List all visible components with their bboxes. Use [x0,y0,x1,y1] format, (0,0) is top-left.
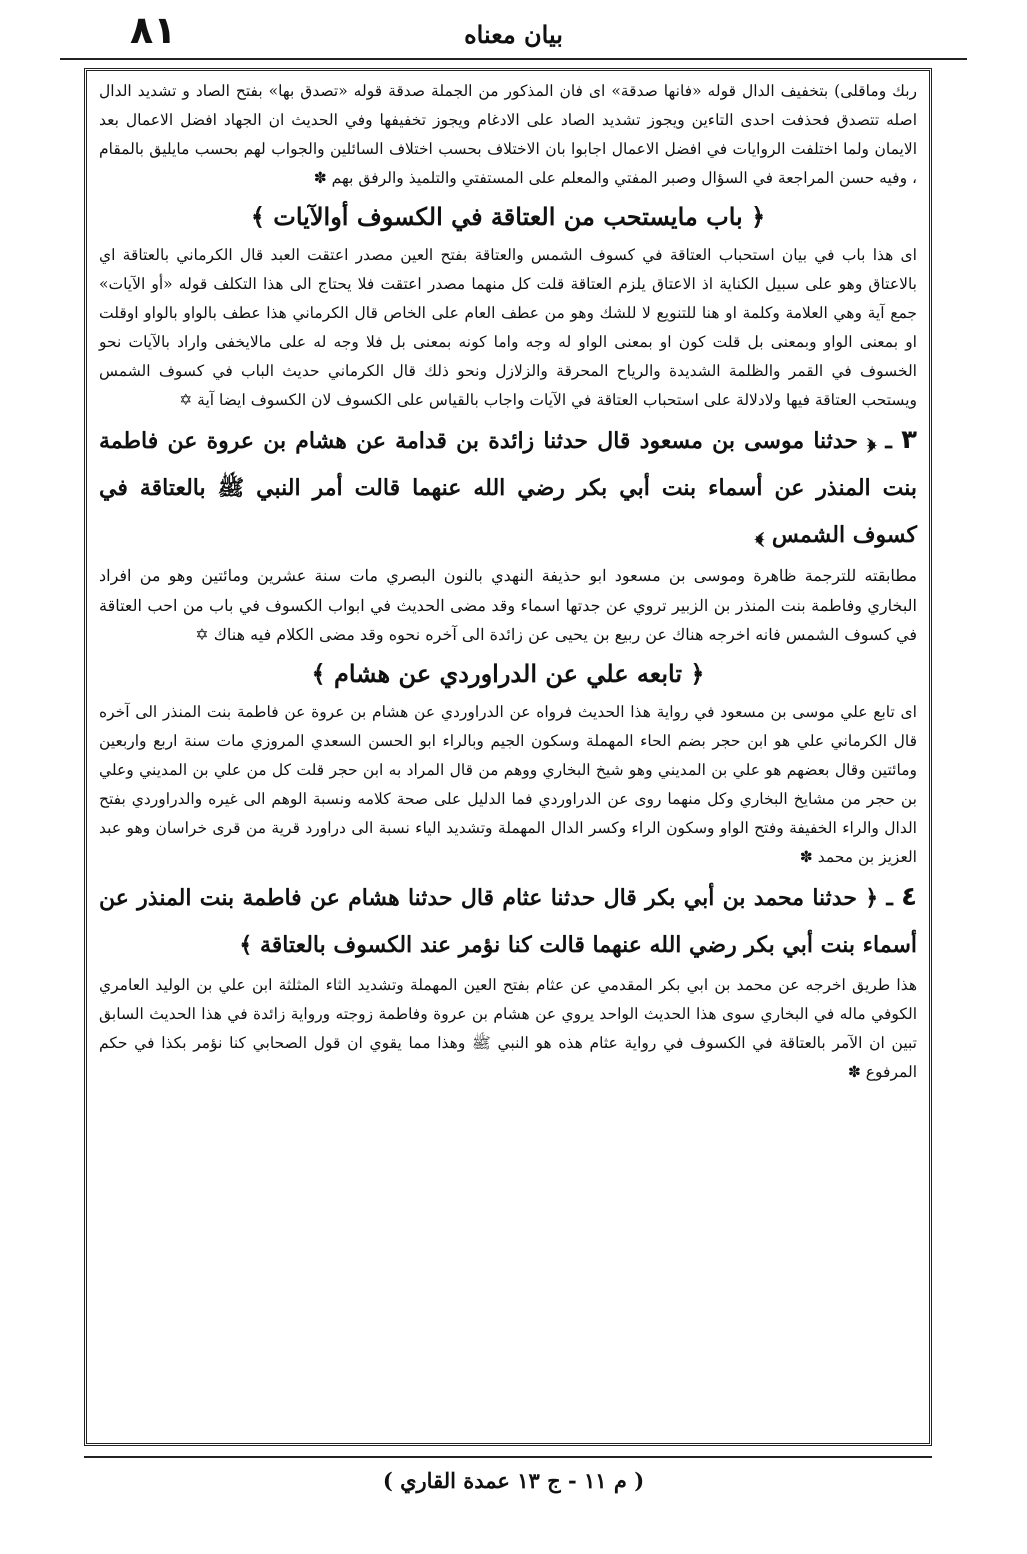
chapter-heading-1: ﴿ باب مايستحب من العتاقة في الكسوف أوالآيات ﴾ [250,202,766,231]
page-number: ٨١ [130,8,177,52]
page-header [60,8,967,60]
printer-signature: ( م ١١ - ج ١٣ عمدة القاري ) [382,1468,645,1493]
chapter-heading-2: ﴿ تابعه علي عن الدراوردي عن هشام ﴾ [311,658,705,688]
hadith-text-4: ـ ﴿ حدثنا محمد بن أبي بكر قال حدثنا عثام قال حدثنا هشام عن فاطمة بنت المنذر عن أسماء بنت أبي بكر رضي الله عنهما قالت كنا نؤمر عند الكسوف بالعتاقة ﴾ [99,884,917,958]
commentary-paragraph-4: اى تابع علي موسى بن مسعود في رواية هذا الحديث فرواه عن الدراوردي عن هشام بن عروة عن فاطمة بنت المنذر الى آخره قال الكرماني علي هو ابن حجر بضم الحاء المهملة وسكون الجيم وبالراء ابو الحسن السعدي المروزي مات سنة اربع واربعين ومائتين وقال بعضهم هو علي بن المديني وهو شيخ البخاري ووهم من قال المراد به ابن حجر قلت كل من علي بن المديني وعلي بن حجر من مشايخ البخاري وكل منهما روى عن الدراوردي فما الدليل على صحة كلامه ونسبة الوهم الى غيره والدراوردي بفتح الدال والراء الخفيفة وفتح الواو وسكون الراء وكسر الدال المهملة وتشديد الياء نسبة الى دراورد قرية من قرى خراسان وهو عبد العزيز بن محمد ✽ [99,702,917,866]
commentary-paragraph-3: مطابقته للترجمة ظاهرة وموسى بن مسعود ابو حذيفة النهدي بالنون البصري مات سنة عشرين ومائتين وهو من افراد البخاري وفاطمة بنت المنذر بن الزبير تروي عن جدتها اسماء وقد مضى الحديث في ابواب الكسوف في باب من احب العتاقة في كسوف الشمس فانه اخرجه هناك عن ربيع بن يحيى عن زائدة الى آخره نحوه وقد مضى الكلام فيه هناك ✡ [99,566,917,644]
hadith-text-3: ـ ﴿ حدثنا موسى بن مسعود قال حدثنا زائدة بن قدامة عن هشام بن عروة عن فاطمة بنت المنذر عن أسماء بنت أبي بكر رضي الله عنهما قالت أمر النبي ﷺ بالعتاقة في كسوف الشمس ﴾ [99,428,917,548]
page-body [99,77,917,1087]
commentary-paragraph-2: اى هذا باب في بيان استحباب العتاقة في كسوف الشمس والعتاقة بفتح العين مصدر اعتقت العبد قال الكرماني بالعتاقة اي بالاعتاق وهو على سبيل الكناية اذ الاعتاق يلزم العتاقة قلت كل منهما مصدر اعتقت فلا يحتاج الى هذا التكلف قوله «أو الآيات» جمع آية وهي العلامة وكلمة او هنا للتنويع لا للشك وهو من عطف العام على الخاص قال الكرماني هذا عطف بالواو بالواو اوقلت او بمعنى الواو وبمعنى بل قلت كون او بمعنى الواو له وجه واما كونه بمعنى بل فلا وجه له على مالايخفى واراد بالآيات نحو الخسوف في القمر والظلمة الشديدة والرياح المحرقة والزلازل ونحو ذلك قال الكرماني حديث الباب في كسوف الشمس ويستحب العتاقة فيها ولادلالة على استحباب العتاقة في الآيات واجاب بالقياس على الكسوف لان الكسوف ايضا آية ✡ [99,246,917,409]
hadith-number-3: ٣ [901,425,917,455]
running-title: بيان معناه [464,20,563,49]
footer-rule [84,1456,932,1458]
commentary-paragraph-1: ربك وماقلى) بتخفيف الدال قوله «فانها صدقة» اى فان المذكور من الجملة صدقة قوله «تصدق بها» بفتح الصاد و تشديد الدال اصله تتصدق فحذفت احدى التاءين ويجوز تشديد الصاد على الادغام ويجوز تخفيفها وفي الحديث ان الجهاد افضل الاعمال بعد الايمان ولما اختلفت الروايات في افضل الاعمال اجابوا بان الاختلاف بحسب اختلاف السائلين والجواب لهم بحسب مايليق بالمقام ، وفيه حسن المراجعة في السؤال وصبر المفتي والمعلم على المستفتي والتلميذ والرفق بهم ✽ [99,82,917,187]
hadith-number-4: ٤ [901,881,918,912]
text-frame [84,68,932,1446]
commentary-paragraph-5: هذا طريق اخرجه عن محمد بن ابي بكر المقدمي عن عثام بفتح العين المهملة وتشديد الثاء المثلثة ابن علي بن الوليد العامري الكوفي ماله في البخاري سوى هذا الحديث الواحد يروي عن هشام بن عروة وفاطمة زوجته ورواية زائدة في هذا الحديث السابق تبين ان الآمر بالعتاقة في الكسوف في رواية عثام هذه هو النبي ﷺ وهذا مما يقوي ان قول الصحابي كنا نؤمر بكذا في حكم المرفوع ✽ [99,975,917,1081]
hadith-4 [99,874,917,969]
hadith-3 [99,417,917,559]
